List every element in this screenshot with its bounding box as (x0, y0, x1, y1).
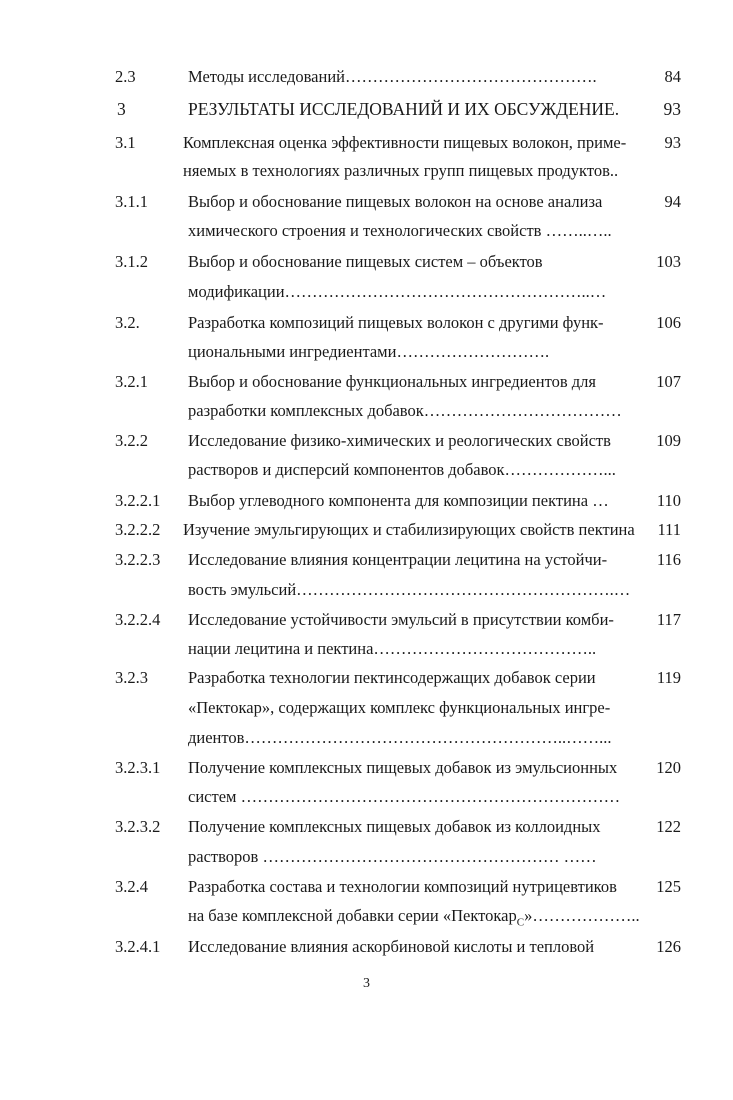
toc-entry (0, 756, 733, 780)
section-title-cont: растворов ……………………………………………… …… (188, 847, 597, 866)
section-number: 3.1.1 (115, 192, 148, 211)
section-title-text: на базе комплексной добавки серии «Пектокар (188, 906, 517, 925)
page-ref: 84 (664, 67, 681, 86)
page-ref: 119 (656, 668, 681, 687)
toc-entry-continuation (0, 904, 733, 928)
section-title-cont: циональными ингредиентами………………………. (188, 342, 550, 361)
section-title-cont: химического строения и технологических свойств ……..….. (188, 221, 612, 240)
page-ref: 93 (664, 133, 681, 152)
page-ref: 111 (657, 520, 681, 539)
section-number: 3.2.2.1 (115, 491, 161, 510)
section-number: 3.2.3 (115, 668, 148, 687)
page-ref: 120 (656, 758, 681, 777)
toc-entry-continuation (0, 578, 733, 602)
section-number: 3.2.3.1 (115, 758, 161, 777)
toc-entry (0, 548, 733, 572)
toc-entry (0, 518, 733, 542)
toc-entry-continuation (0, 637, 733, 661)
section-number: 3.2.1 (115, 372, 148, 391)
toc-entry-continuation (0, 159, 733, 183)
toc-entry-continuation (0, 340, 733, 364)
toc-entry-continuation (0, 280, 733, 304)
section-title: Выбор и обоснование функциональных ингредиентов для (188, 372, 596, 391)
section-number: 3.2.2.2 (115, 520, 161, 539)
toc-entry (0, 370, 733, 394)
page-ref: 107 (656, 372, 681, 391)
toc-entry-continuation (0, 399, 733, 423)
toc-entry (0, 311, 733, 335)
section-title: Разработка композиций пищевых волокон с другими функ- (188, 313, 604, 332)
toc-entry-continuation (0, 696, 733, 720)
section-number: 3.2.2.3 (115, 550, 161, 569)
page-ref: 103 (656, 252, 681, 271)
page-ref: 117 (656, 610, 681, 629)
section-title: Разработка технологии пектинсодержащих добавок серии (188, 668, 596, 687)
toc-entry (0, 190, 733, 214)
section-title: Исследование влияния аскорбиновой кислоты и тепловой (188, 937, 595, 956)
toc-entry-continuation (0, 458, 733, 482)
section-title: Исследование влияния концентрации лецитина на устойчи- (188, 550, 608, 569)
page-ref: 116 (656, 550, 681, 569)
page-number: 3 (363, 976, 370, 991)
toc-entry (0, 250, 733, 274)
page-ref: 109 (656, 431, 681, 450)
toc-entry (0, 65, 733, 89)
toc-entry (0, 608, 733, 632)
page-ref: 126 (656, 937, 681, 956)
section-title: Получение комплексных пищевых добавок из коллоидных (188, 817, 601, 836)
section-title: Комплексная оценка эффективности пищевых волокон, приме- (183, 133, 627, 152)
page-ref: 106 (656, 313, 681, 332)
section-title: Исследование устойчивости эмульсий в присутствии комби- (188, 610, 614, 629)
toc-entry (0, 875, 733, 899)
toc-entry-continuation (0, 726, 733, 750)
section-title: Выбор и обоснование пищевых волокон на основе анализа (188, 192, 603, 211)
page-ref: 122 (656, 817, 681, 836)
page-ref: 110 (656, 491, 681, 510)
page-ref: 93 (663, 99, 681, 119)
section-title: Разработка состава и технологии композиций нутрицевтиков (188, 877, 617, 896)
section-number: 3.2.2.4 (115, 610, 161, 629)
toc-entry (0, 97, 733, 121)
toc-entry (0, 935, 733, 959)
toc-entry-continuation (0, 219, 733, 243)
toc-entry-continuation (0, 785, 733, 809)
section-title: Получение комплексных пищевых добавок из эмульсионных (188, 758, 618, 777)
section-title: Выбор и обоснование пищевых систем – объектов (188, 252, 543, 271)
page-ref: 94 (664, 192, 681, 211)
section-title: Методы исследований………………………………………. (188, 67, 597, 86)
section-title-cont: нации лецитина и пектина………………………………….. (188, 639, 597, 658)
subscript-c: C (516, 916, 525, 929)
section-number: 3.1.2 (115, 252, 148, 271)
section-title-tail: »……………….. (524, 906, 640, 925)
section-number: 3 (117, 99, 126, 119)
section-title-cont: модификации………………………………………………..… (188, 282, 607, 301)
toc-entry (0, 815, 733, 839)
section-number: 3.1 (115, 133, 136, 152)
toc-entry (0, 666, 733, 690)
section-title-cont: вость эмульсий………………………………………………….… (188, 580, 631, 599)
section-number: 3.2.4.1 (115, 937, 161, 956)
page-ref: 125 (656, 877, 681, 896)
toc-entry (0, 489, 733, 513)
section-number: 3.2. (115, 313, 140, 332)
section-title-cont: няемых в технологиях различных групп пищевых продуктов.. (183, 161, 619, 180)
toc-entry-continuation (0, 845, 733, 869)
section-title: Исследование физико-химических и реологических свойств (188, 431, 611, 450)
section-title-cont: разработки комплексных добавок……………………………… (188, 401, 622, 420)
section-title: Изучение эмульгирующих и стабилизирующих свойств пектина (183, 520, 635, 539)
section-number: 3.2.4 (115, 877, 148, 896)
section-title-cont: диентов…………………………………………………..……... (188, 728, 612, 747)
section-number: 2.3 (115, 67, 136, 86)
section-title-cont: систем …………………………………………………………… (188, 787, 621, 806)
section-number: 3.2.3.2 (115, 817, 161, 836)
toc-entry (0, 131, 733, 155)
section-title-cont: «Пектокар», содержащих комплекс функциональных ингре- (188, 698, 611, 717)
section-number: 3.2.2 (115, 431, 148, 450)
section-title: Выбор углеводного компонента для композиции пектина … (188, 491, 609, 510)
toc-entry (0, 429, 733, 453)
section-title-cont (188, 904, 640, 934)
section-title-cont: растворов и дисперсий компонентов добавок………………... (188, 460, 616, 479)
section-title: РЕЗУЛЬТАТЫ ИССЛЕДОВАНИЙ И ИХ ОБСУЖДЕНИЕ. (188, 99, 620, 119)
